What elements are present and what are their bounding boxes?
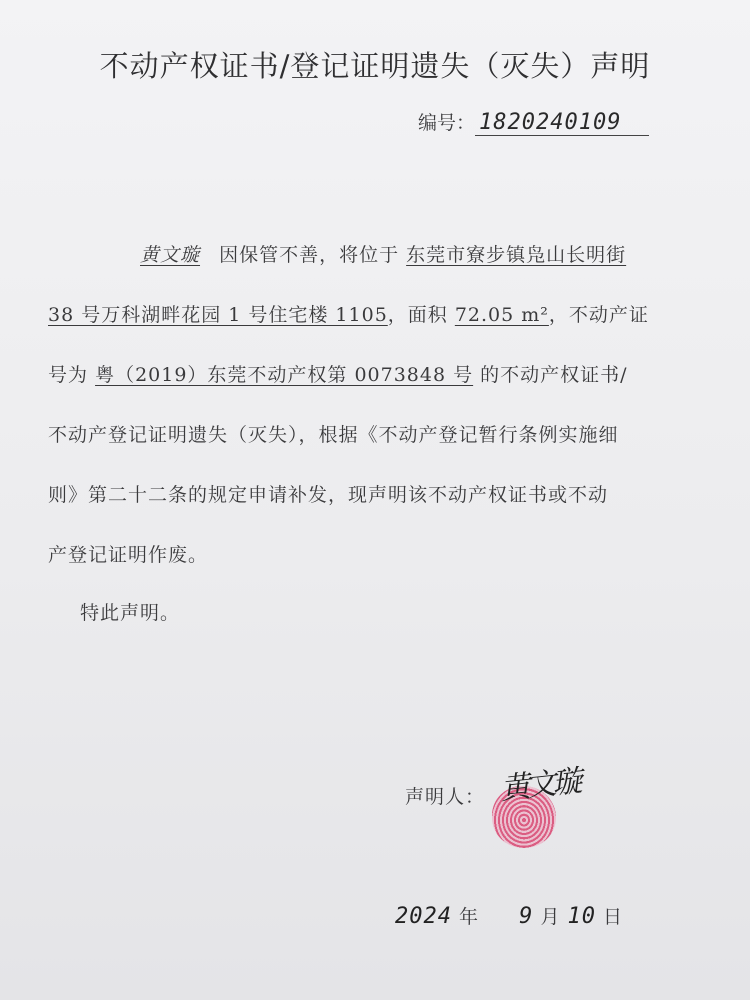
body-text-1: 因保管不善，将位于 bbox=[219, 244, 400, 266]
body-line-1 bbox=[128, 240, 626, 267]
applicant-name: 黄文璇 bbox=[140, 244, 201, 266]
serial-label: 编号： bbox=[418, 112, 476, 134]
statement-text: 特此声明。 bbox=[80, 602, 181, 624]
body-text-5: 的不动产权证书/ bbox=[480, 364, 628, 386]
date-day: 10 bbox=[567, 904, 596, 929]
body-line-3 bbox=[48, 360, 628, 387]
body-text-4: 号为 bbox=[48, 364, 89, 386]
date-line bbox=[395, 902, 623, 929]
date-day-label: 日 bbox=[603, 906, 624, 928]
address-line-1: 东莞市寮步镇凫山长明街 bbox=[406, 244, 627, 266]
certificate-number: 粤（2019）东莞不动产权第 0073848 号 bbox=[95, 364, 474, 386]
body-line-4: 不动产登记证明遗失（灭失），根据《不动产登记暂行条例实施细 bbox=[48, 424, 619, 446]
date-month: 9 bbox=[519, 904, 534, 929]
document-title: 不动产权证书/登记证明遗失（灭失）声明 bbox=[99, 49, 651, 83]
body-line-6: 产登记证明作废。 bbox=[48, 544, 209, 566]
address-line-2: 38 号万科湖畔花园 1 号住宅楼 1105 bbox=[48, 304, 388, 326]
declarant-label: 声明人： bbox=[405, 786, 486, 808]
date-year-label: 年 bbox=[459, 906, 480, 928]
handwritten-signature: 黄文璇 bbox=[498, 764, 580, 807]
date-year: 2024 bbox=[395, 904, 452, 929]
serial-value: 1820240109 bbox=[475, 110, 649, 136]
body-line-5: 则》第二十二条的规定申请补发，现声明该不动产权证书或不动 bbox=[48, 484, 609, 506]
body-line-2 bbox=[48, 300, 649, 327]
serial-number bbox=[418, 108, 649, 136]
body-text-2: ，面积 bbox=[387, 304, 448, 326]
date-month-label: 月 bbox=[540, 906, 561, 928]
area-value: 72.05 m² bbox=[454, 304, 549, 326]
body-text-3: ，不动产证 bbox=[548, 304, 649, 326]
